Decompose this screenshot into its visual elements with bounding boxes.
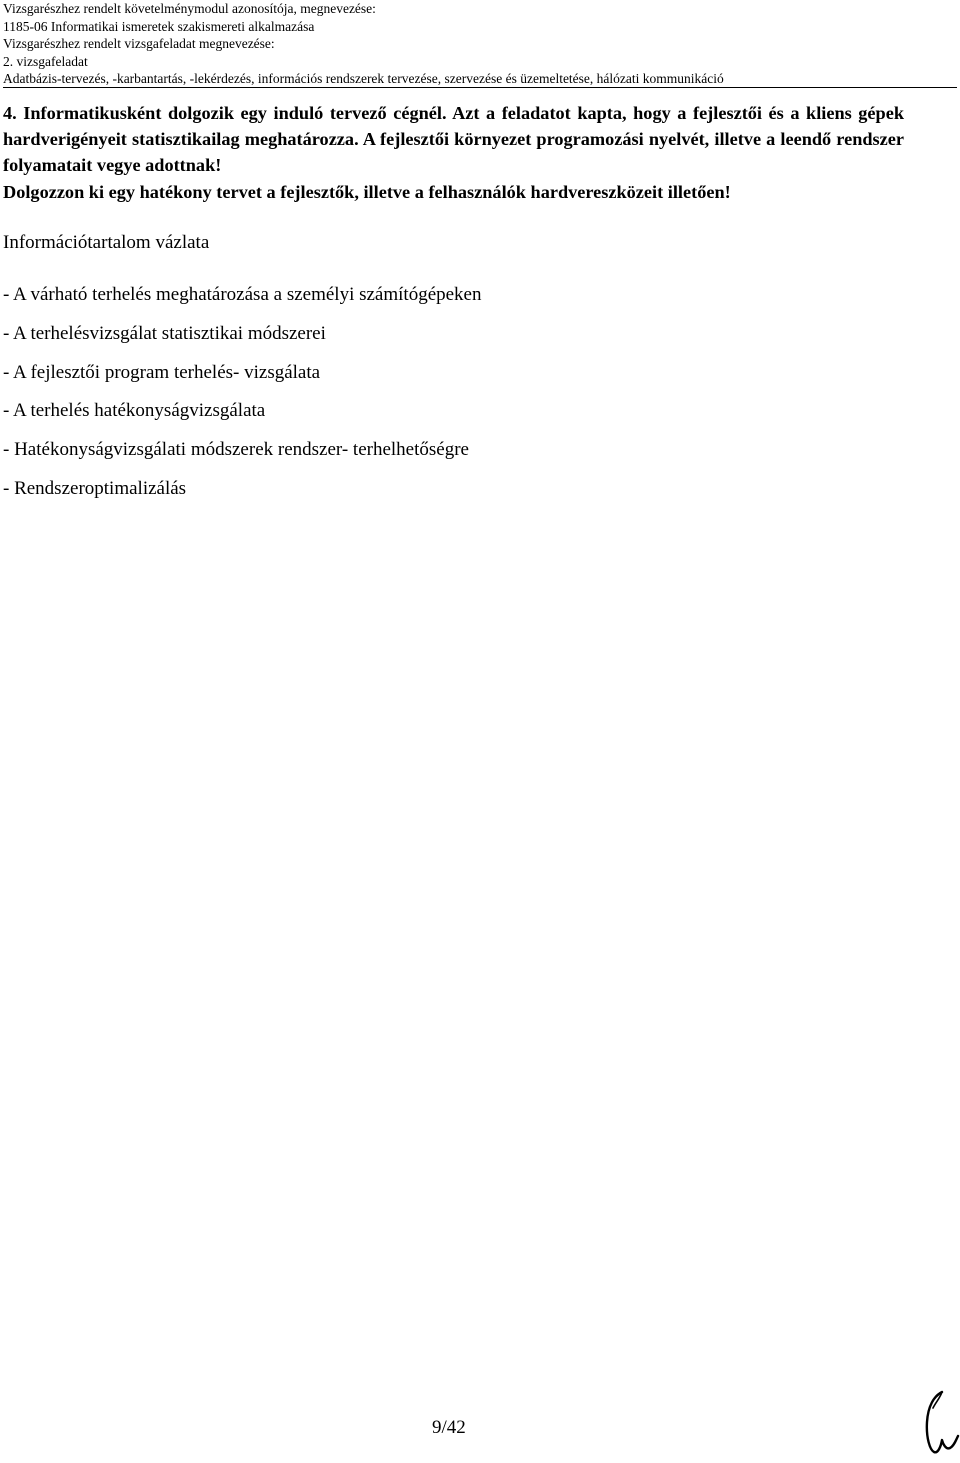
list-item: - Hatékonyságvizsgálati módszerek rendszer- terhelhetőségre <box>3 439 469 461</box>
outline-title: Információtartalom vázlata <box>3 232 210 253</box>
header-line-module-label: Vizsgarészhez rendelt követelménymodul azonosítója, megnevezése: <box>3 1 376 16</box>
header-line-task-name: 2. vizsgafeladat <box>3 53 88 69</box>
header-line-task-topics: Adatbázis-tervezés, -karbantartás, -lekérdezés, információs rendszerek tervezése, szervezése és üzemeltetése, hálózati kommunikáció <box>3 71 724 87</box>
header-line-module-id: 1185-06 Informatikai ismeretek szakismereti alkalmazása <box>3 18 315 34</box>
list-item: - A terhelésvizsgálat statisztikai módszerei <box>3 322 326 344</box>
page-number: 9/42 <box>432 1417 466 1438</box>
list-item: - Rendszeroptimalizálás <box>3 477 187 499</box>
document-header <box>3 0 953 88</box>
header-divider <box>3 87 957 88</box>
outline-list <box>3 282 482 515</box>
list-item: - A terhelés hatékonyságvizsgálata <box>3 400 266 422</box>
list-item: - A fejlesztői program terhelés- vizsgálata <box>3 361 321 383</box>
task-closing-line: Dolgozzon ki egy hatékony tervet a fejlesztők, illetve a felhasználók hardvereszközeit illetően! <box>3 181 731 202</box>
list-item: - A várható terhelés meghatározása a személyi számítógépeken <box>3 284 482 305</box>
header-line-task-label: Vizsgarészhez rendelt vizsgafeladat megnevezése: <box>3 36 275 52</box>
task-paragraph: 4. Informatikusként dolgozik egy induló tervező cégnél. Azt a feladatot kapta, hogy a fejlesztői és a kliens gépek hardverigényeit statisztikailag meghatározza. A fejlesztői környezet programozási nyelvét, illetve a leendő rendszer folyamatait vegye adottnak! <box>3 103 904 176</box>
task-description <box>3 100 904 205</box>
signature-mark-icon <box>920 1388 960 1456</box>
